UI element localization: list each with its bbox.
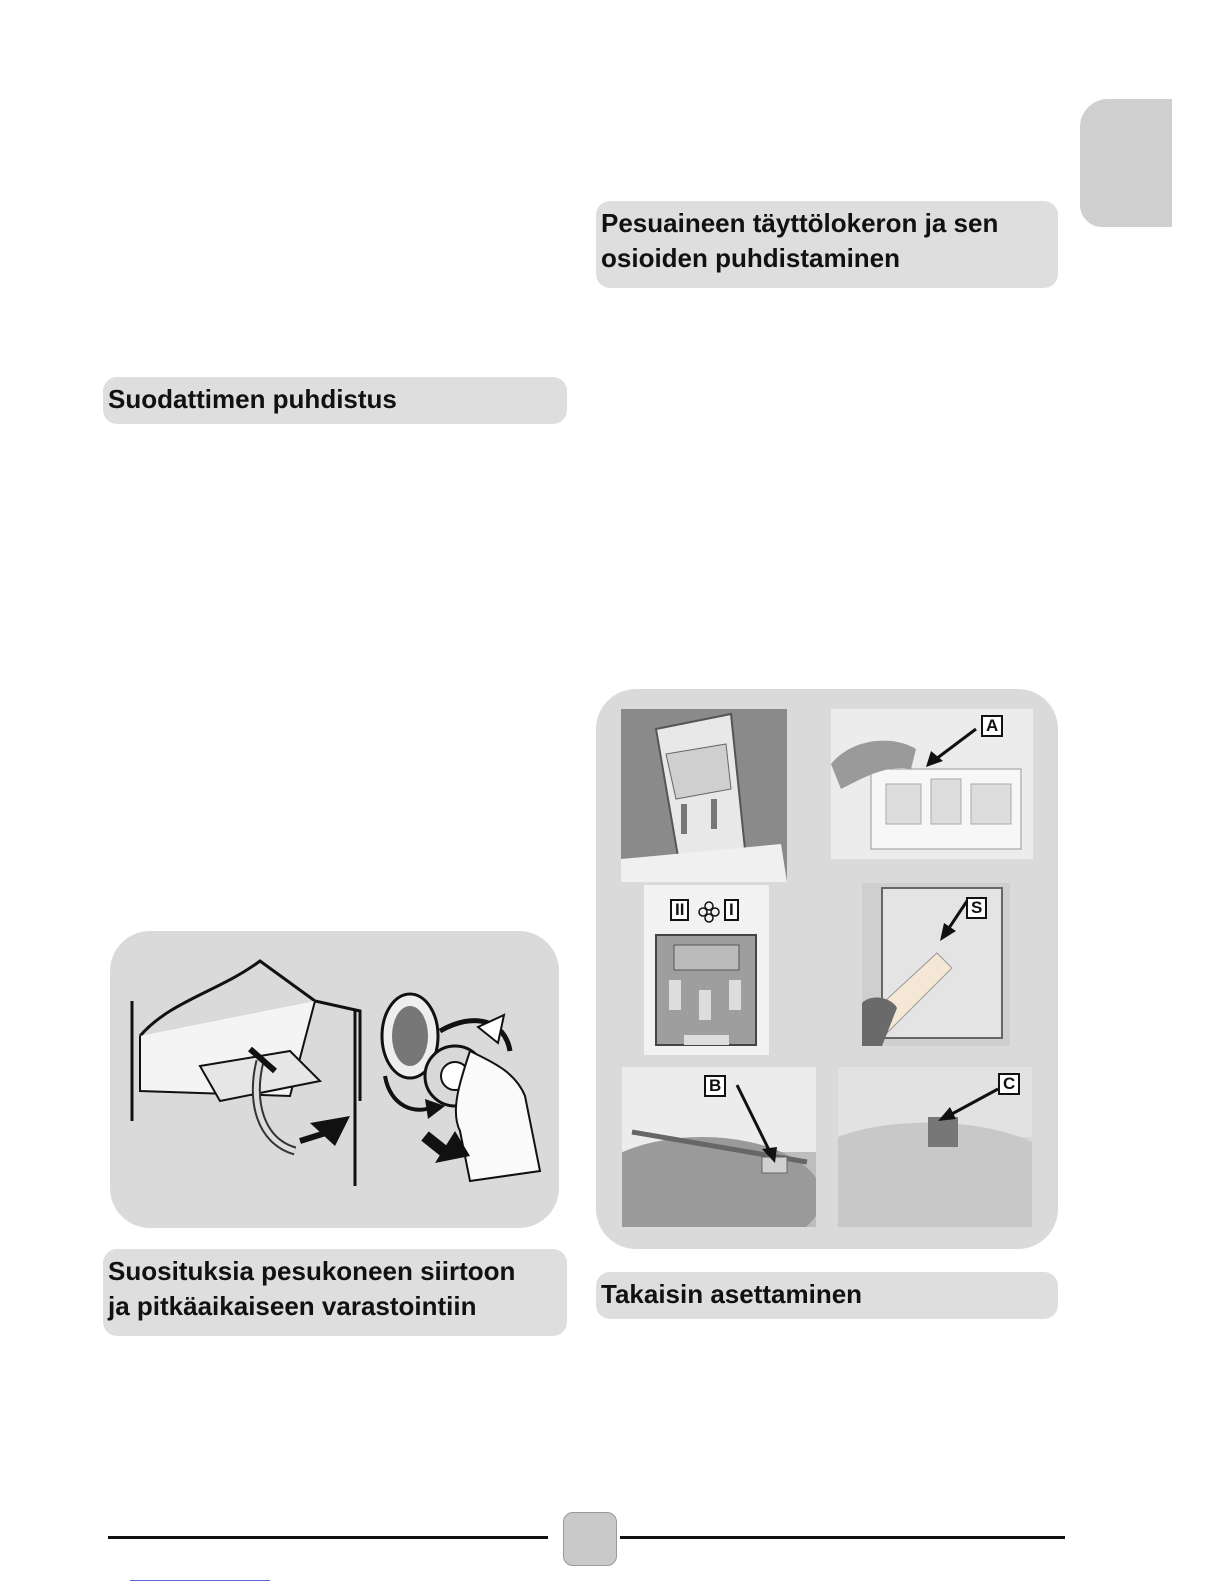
heading-transport-line-1: Suosituksia pesukoneen siirtoon [108,1256,516,1286]
photo-part-c [838,1067,1032,1227]
footer-line-left [108,1536,548,1539]
label-a: A [981,715,1003,737]
heading-filter-text: Suodattimen puhdistus [108,384,397,414]
heading-dispenser-line-1: Pesuaineen täyttölokeron ja sen [601,208,999,238]
label-b: B [704,1075,726,1097]
photo-open-lid [621,709,787,882]
label-c: C [998,1073,1020,1095]
heading-transport-line-2: ja pitkäaikaiseen varastointiin [108,1291,477,1321]
photo-press-a [831,709,1033,859]
photo-dispenser-insert [644,885,769,1055]
label-compartment-2: II [670,899,689,921]
label-compartment-1: I [724,899,739,921]
heading-dispenser-line-2: osioiden puhdistaminen [601,243,901,273]
heading-dispenser-cleaning [596,201,1058,288]
photo-part-b [622,1067,816,1227]
filter-illustration [110,931,559,1228]
photo-siphon-s [862,883,1010,1046]
heading-reassembly [596,1272,1058,1319]
page-number-box [563,1512,617,1566]
language-tab [1080,99,1172,227]
heading-reassembly-text: Takaisin asettaminen [601,1279,863,1309]
footer-line-right [620,1536,1065,1539]
flower-softener-icon [698,901,720,923]
dispenser-photos-panel [596,689,1058,1249]
label-s: S [966,897,987,919]
footer-link-underline [130,1580,270,1581]
heading-filter-cleaning [103,377,567,424]
filter-illustration-panel [110,931,559,1228]
heading-transport-storage [103,1249,567,1336]
